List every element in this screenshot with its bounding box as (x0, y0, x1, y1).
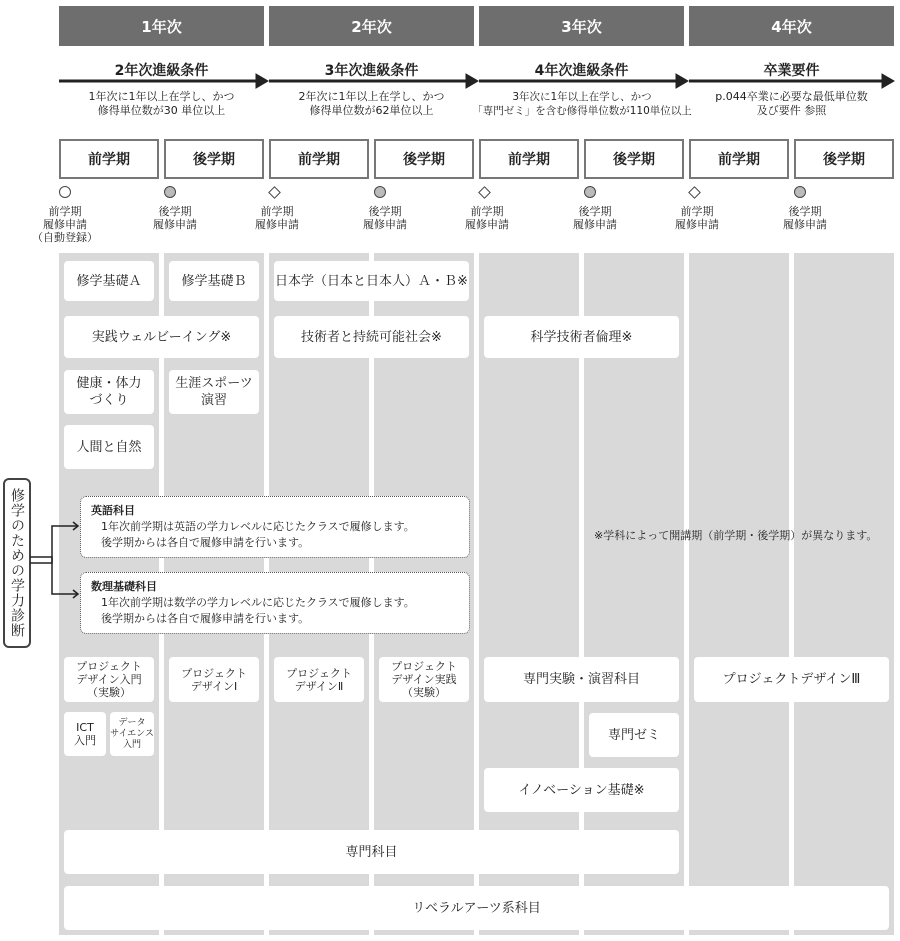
course-line: プロジェクト (76, 660, 142, 673)
year-header-1: 1年次 (59, 6, 264, 46)
course-pd-jissen (379, 657, 469, 702)
semester-box: 前学期 (479, 139, 579, 179)
marker-line: 後学期 (788, 205, 822, 218)
marker-line: 前学期 (48, 205, 82, 218)
semester-box: 後学期 (164, 139, 264, 179)
marker-line: 前学期 (470, 205, 504, 218)
condition-desc-line: 修得単位数が30 単位以上 (97, 104, 226, 117)
semester-box: 後学期 (374, 139, 474, 179)
course-shugaku-a: 修学基礎Ａ (64, 261, 154, 301)
marker-label (135, 205, 215, 231)
english-line: 1年次前学期は英語の学力レベルに応じたクラスで履修します。 (101, 520, 415, 533)
progression-arrows (0, 72, 900, 92)
condition-desc-line: 3年次に1年以上在学し、かつ (512, 91, 652, 103)
marker-line: 後学期 (578, 205, 612, 218)
department-note: ※学科によって開講期（前学期・後学期）が異なります。 (594, 529, 878, 542)
course-liberal-arts: リベラルアーツ系科目 (64, 886, 889, 930)
course-line: ICT (76, 721, 94, 734)
arrow-head-2 (466, 74, 478, 88)
marker-line: 前学期 (680, 205, 714, 218)
semester-box: 前学期 (689, 139, 789, 179)
course-gijutsusha: 技術者と持続可能社会※ (274, 316, 469, 358)
year-header-2: 2年次 (269, 6, 474, 46)
diamond-icon (478, 186, 491, 199)
year-header-3: 3年次 (479, 6, 684, 46)
diagnosis-connector (30, 520, 82, 600)
condition-desc-line: 1年次に1年以上在学し、かつ (88, 90, 235, 103)
course-line: デザインⅠ (190, 679, 238, 693)
marker-line: 履修申請 (43, 218, 87, 231)
marker-label (765, 205, 845, 231)
gray-circle-icon (584, 186, 596, 198)
math-title: 数理基礎科目 (91, 580, 157, 593)
semester-box: 前学期 (59, 139, 159, 179)
marker-label (30, 205, 100, 244)
course-pd-intro (64, 657, 154, 702)
marker-line: （自動登録） (32, 231, 98, 244)
course-ict (64, 712, 106, 756)
math-line: 1年次前学期は数学の学力レベルに応じたクラスで履修します。 (101, 596, 415, 609)
english-course-box (80, 496, 470, 558)
course-line: プロジェクト (286, 666, 352, 680)
condition-desc-2 (269, 90, 474, 118)
gray-circle-icon (164, 186, 176, 198)
marker-label (657, 205, 737, 231)
course-line: 入門 (74, 734, 96, 747)
condition-title-4: 卒業要件 (763, 63, 820, 79)
gray-circle-icon (794, 186, 806, 198)
condition-desc-line: 修得単位数が62単位以上 (309, 104, 434, 117)
course-data-science (110, 712, 154, 756)
diamond-icon (688, 186, 701, 199)
marker-line: 履修申請 (783, 218, 827, 231)
semester-box: 後学期 (584, 139, 684, 179)
course-line: （実験） (402, 686, 446, 699)
open-circle-icon (59, 186, 71, 198)
condition-title-2: 3年次進級条件 (324, 63, 419, 79)
course-kenko (64, 370, 154, 414)
condition-desc-line: p.044卒業に必要な最低単位数 (715, 90, 868, 103)
condition-desc-1 (59, 90, 264, 118)
arrow-head-1 (256, 74, 268, 88)
arrow-head-3 (676, 74, 688, 88)
course-line: データ (118, 717, 146, 728)
condition-desc-line: 「専門ゼミ」を含む修得単位数が110単位以上 (472, 105, 692, 117)
condition-desc-line: 2年次に1年以上在学し、かつ (298, 90, 445, 103)
year-header-4: 4年次 (689, 6, 894, 46)
course-line: 入門 (122, 739, 141, 750)
marker-line: 後学期 (368, 205, 402, 218)
marker-line: 前学期 (260, 205, 294, 218)
course-line: づくり (89, 393, 129, 408)
gray-circle-icon (374, 186, 386, 198)
course-shogai (169, 370, 259, 414)
arrow-head-4 (882, 74, 894, 88)
marker-line: 履修申請 (573, 218, 617, 231)
course-line: プロジェクト (181, 666, 247, 680)
course-line: 健康・体力 (76, 376, 142, 391)
condition-title-3: 4年次進級条件 (534, 63, 629, 79)
course-shugaku-b: 修学基礎Ｂ (169, 261, 259, 301)
marker-label (345, 205, 425, 231)
course-line: 演習 (200, 393, 227, 408)
marker-label (555, 205, 635, 231)
condition-desc-line: 及び要件 参照 (756, 104, 827, 117)
semester-box: 前学期 (269, 139, 369, 179)
marker-line: 履修申請 (153, 218, 197, 231)
condition-desc-4 (689, 90, 894, 118)
course-line: デザインⅡ (294, 679, 344, 693)
math-course-box (80, 572, 470, 634)
semester-column (689, 253, 789, 935)
marker-line: 後学期 (158, 205, 192, 218)
course-senmon-jikken: 専門実験・演習科目 (484, 657, 679, 702)
course-senmon-kamoku: 専門科目 (64, 830, 679, 874)
marker-line: 履修申請 (465, 218, 509, 231)
course-senmon-zemi: 専門ゼミ (589, 713, 679, 757)
course-wellbeing: 実践ウェルビーイング※ (64, 316, 259, 358)
condition-title-1: 2年次進級条件 (114, 63, 209, 79)
semester-column (794, 253, 894, 935)
condition-desc-3 (462, 90, 702, 118)
course-line: （実験） (87, 686, 131, 699)
course-line: デザイン入門 (76, 673, 142, 686)
english-title: 英語科目 (91, 504, 135, 517)
course-innovation: イノベーション基礎※ (484, 768, 679, 812)
course-line: サイエンス (110, 728, 154, 739)
side-label-diagnosis: 修学のための学力診断 (3, 478, 31, 648)
english-line: 後学期からは各自で履修申請を行います。 (101, 536, 310, 549)
course-line: プロジェクト (391, 660, 457, 673)
course-pd1 (169, 657, 259, 702)
course-ningen: 人間と自然 (64, 425, 154, 469)
marker-line: 履修申請 (363, 218, 407, 231)
course-pd2 (274, 657, 364, 702)
course-rinri: 科学技術者倫理※ (484, 316, 679, 358)
course-line: デザイン実践 (391, 673, 457, 686)
math-line: 後学期からは各自で履修申請を行います。 (101, 612, 310, 625)
diamond-icon (268, 186, 281, 199)
marker-line: 履修申請 (675, 218, 719, 231)
course-pd3: プロジェクトデザインⅢ (694, 657, 889, 702)
semester-box: 後学期 (794, 139, 894, 179)
course-line: 生涯スポーツ (175, 376, 253, 391)
course-nihongaku: 日本学（日本と日本人）Ａ・Ｂ※ (274, 261, 469, 301)
marker-label (237, 205, 317, 231)
marker-label (447, 205, 527, 231)
marker-line: 履修申請 (255, 218, 299, 231)
